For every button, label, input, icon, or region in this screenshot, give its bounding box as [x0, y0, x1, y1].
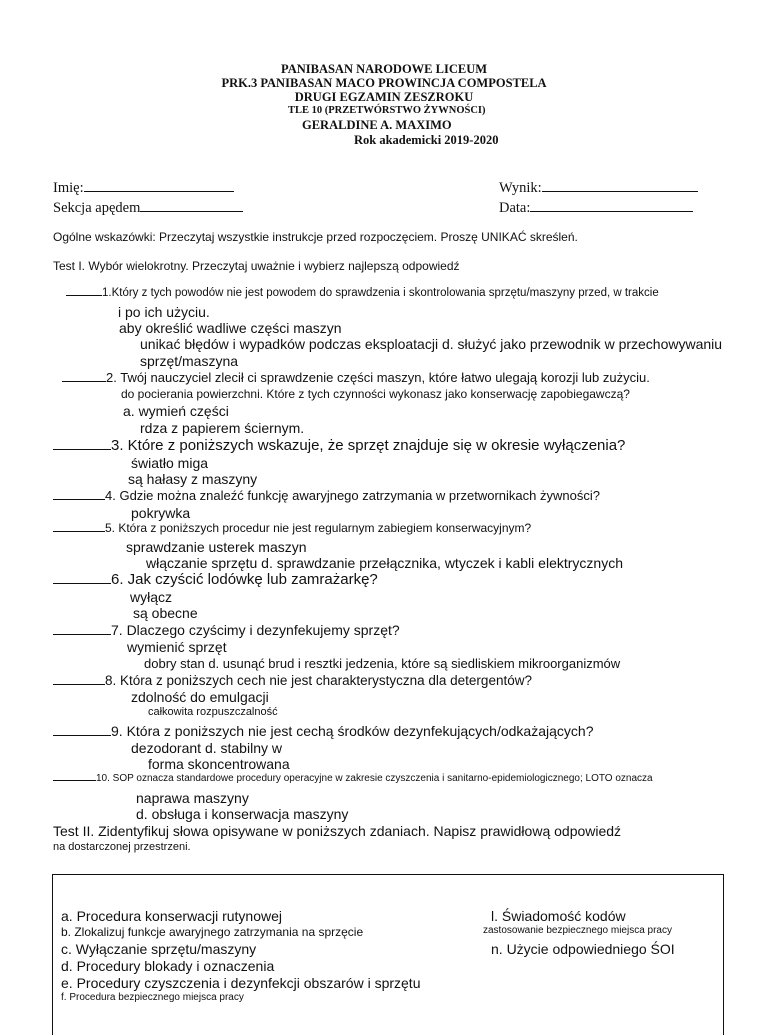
test2-subtitle: na dostarczonej przestrzeni.: [53, 841, 191, 853]
choice-f: f. Procedura bezpiecznego miejsca pracy: [61, 992, 244, 1003]
answer-blank-10[interactable]: [53, 780, 96, 781]
question-6: 6. Jak czyścić lodówkę lub zamrażarkę?: [53, 571, 378, 588]
q2-option: rdza z papierem ściernym.: [140, 420, 305, 436]
question-7: 7. Dlaczego czyścimy i dezynfekujemy sprzęt?: [53, 622, 400, 638]
question-9: 9. Która z poniższych nie jest cechą środków dezynfekujących/odkażających?: [53, 723, 593, 739]
q5-option: włączanie sprzętu d. sprawdzanie przełącznika, wtyczek i kabli elektrycznych: [146, 555, 623, 571]
question-8: 8. Która z poniższych cech nie jest charakterystyczna dla detergentów?: [53, 673, 532, 688]
section-label: Sekcja apędem: [53, 200, 141, 216]
q5-option: sprawdzanie usterek maszyn: [126, 539, 307, 555]
q10-option: naprawa maszyny: [136, 790, 249, 806]
test2-title: Test II. Zidentyfikuj słowa opisywane w poniższych zdaniach. Napisz prawidłową odpowiedź: [53, 823, 622, 839]
q1-option: sprzęt/maszyna: [140, 353, 239, 369]
q9-option: forma skoncentrowana: [148, 756, 290, 772]
answer-blank-2[interactable]: [62, 381, 106, 382]
question-2: 2. Twój nauczyciel zlecił ci sprawdzenie części maszyn, które łatwo ulegają korozji lub zużyciu.: [62, 370, 650, 385]
q7-option: wymienić sprzęt: [127, 639, 227, 655]
name-field: [53, 180, 234, 197]
q9-option: dezodorant d. stabilny w: [131, 740, 282, 756]
q3-option: światło miga: [131, 455, 209, 471]
choice-l-note: zastosowanie bezpiecznego miejsca pracy: [483, 925, 672, 936]
answer-blank-1[interactable]: [66, 295, 102, 296]
score-label: Wynik:: [499, 180, 542, 196]
question-1: 1.Który z tych powodów nie jest powodem do sprawdzenia i skontrolowania sprzętu/maszyny przed, w trakcie: [66, 287, 659, 299]
choice-e: e. Procedury czyszczenia i dezynfekcji obszarów i sprzętu: [61, 975, 421, 991]
q3-option: są hałasy z maszyny: [128, 471, 258, 487]
section-blank[interactable]: [140, 211, 243, 212]
choice-a: a. Procedura konserwacji rutynowej: [61, 908, 282, 924]
name-label: Imię:: [53, 180, 84, 196]
q10-option: d. obsługa i konserwacja maszyny: [136, 806, 349, 822]
school-name: PANIBASAN NARODOWE LICEUM: [280, 62, 488, 76]
choice-l: l. Świadomość kodów: [491, 908, 626, 924]
date-label: Data:: [499, 200, 531, 216]
answer-blank-7[interactable]: [53, 634, 111, 635]
date-blank[interactable]: [530, 211, 693, 212]
q1-option: aby określić wadliwe części maszyn: [119, 320, 342, 336]
answer-blank-8[interactable]: [53, 684, 105, 685]
question-4: 4. Gdzie można znaleźć funkcję awaryjnego zatrzymania w przetwornikach żywności?: [53, 488, 600, 503]
choice-c: c. Wyłączanie sprzętu/maszyny: [61, 941, 257, 957]
q1-option: unikać błędów i wypadków podczas eksploatacji d. służyć jako przewodnik w przechowywaniu: [140, 336, 723, 352]
q2-option: a. wymień części: [123, 403, 229, 419]
q2-continuation: do pocierania powierzchni. Które z tych czynności wykonasz jako konserwację zapobiegawczą?: [121, 387, 630, 401]
answer-blank-5[interactable]: [53, 531, 105, 532]
q7-option: dobry stan d. usunąć brud i resztki jedzenia, które są siedliskiem mikroorganizmów: [144, 656, 621, 671]
score-field: [499, 180, 698, 197]
q8-option: zdolność do emulgacji: [131, 689, 269, 705]
q1-continuation: i po ich użyciu.: [118, 304, 210, 320]
question-5: 5. Która z poniższych procedur nie jest regularnym zabiegiem konserwacyjnym?: [53, 521, 531, 535]
test1-title: Test I. Wybór wielokrotny. Przeczytaj uważnie i wybierz najlepszą odpowiedź: [53, 259, 460, 273]
date-field: [499, 200, 693, 217]
choice-n: n. Użycie odpowiedniego ŚOI: [491, 941, 675, 957]
choice-b: b. Zlokalizuj funkcje awaryjnego zatrzymania na sprzęcie: [61, 925, 364, 939]
province-line: PRK.3 PANIBASAN MACO PROWINCJA COMPOSTELA: [221, 76, 547, 90]
answer-blank-9[interactable]: [53, 735, 111, 736]
question-3: 3. Które z poniższych wskazuje, że sprzęt znajduje się w okresie wyłączenia?: [53, 437, 625, 454]
name-blank[interactable]: [84, 191, 234, 192]
teacher-name: GERALDINE A. MAXIMO: [302, 118, 452, 132]
exam-title: DRUGI EGZAMIN ZESZROKU: [294, 90, 474, 104]
q8-option: całkowita rozpuszczalność: [148, 706, 278, 718]
general-instructions: Ogólne wskazówki: Przeczytaj wszystkie instrukcje przed rozpoczęciem. Proszę UNIKAĆ skreśleń.: [53, 230, 578, 244]
score-blank[interactable]: [542, 191, 698, 192]
section-field: [53, 200, 243, 217]
answer-blank-4[interactable]: [53, 499, 105, 500]
question-10: 10. SOP oznacza standardowe procedury operacyjne w zakresie czyszczenia i sanitarno-epidemiologicznego; LOTO oznacza: [53, 773, 653, 784]
answer-blank-3[interactable]: [53, 449, 111, 450]
choice-d: d. Procedury blokady i oznaczenia: [61, 958, 275, 974]
answer-blank-6[interactable]: [53, 583, 111, 584]
subject-line: TLE 10 (PRZETWÓRSTWO ŻYWNOŚCI): [288, 105, 486, 116]
q6-option: są obecne: [133, 605, 198, 621]
academic-year: Rok akademicki 2019-2020: [354, 133, 499, 147]
q4-option: pokrywka: [131, 505, 191, 521]
q6-option: wyłącz: [130, 589, 173, 605]
